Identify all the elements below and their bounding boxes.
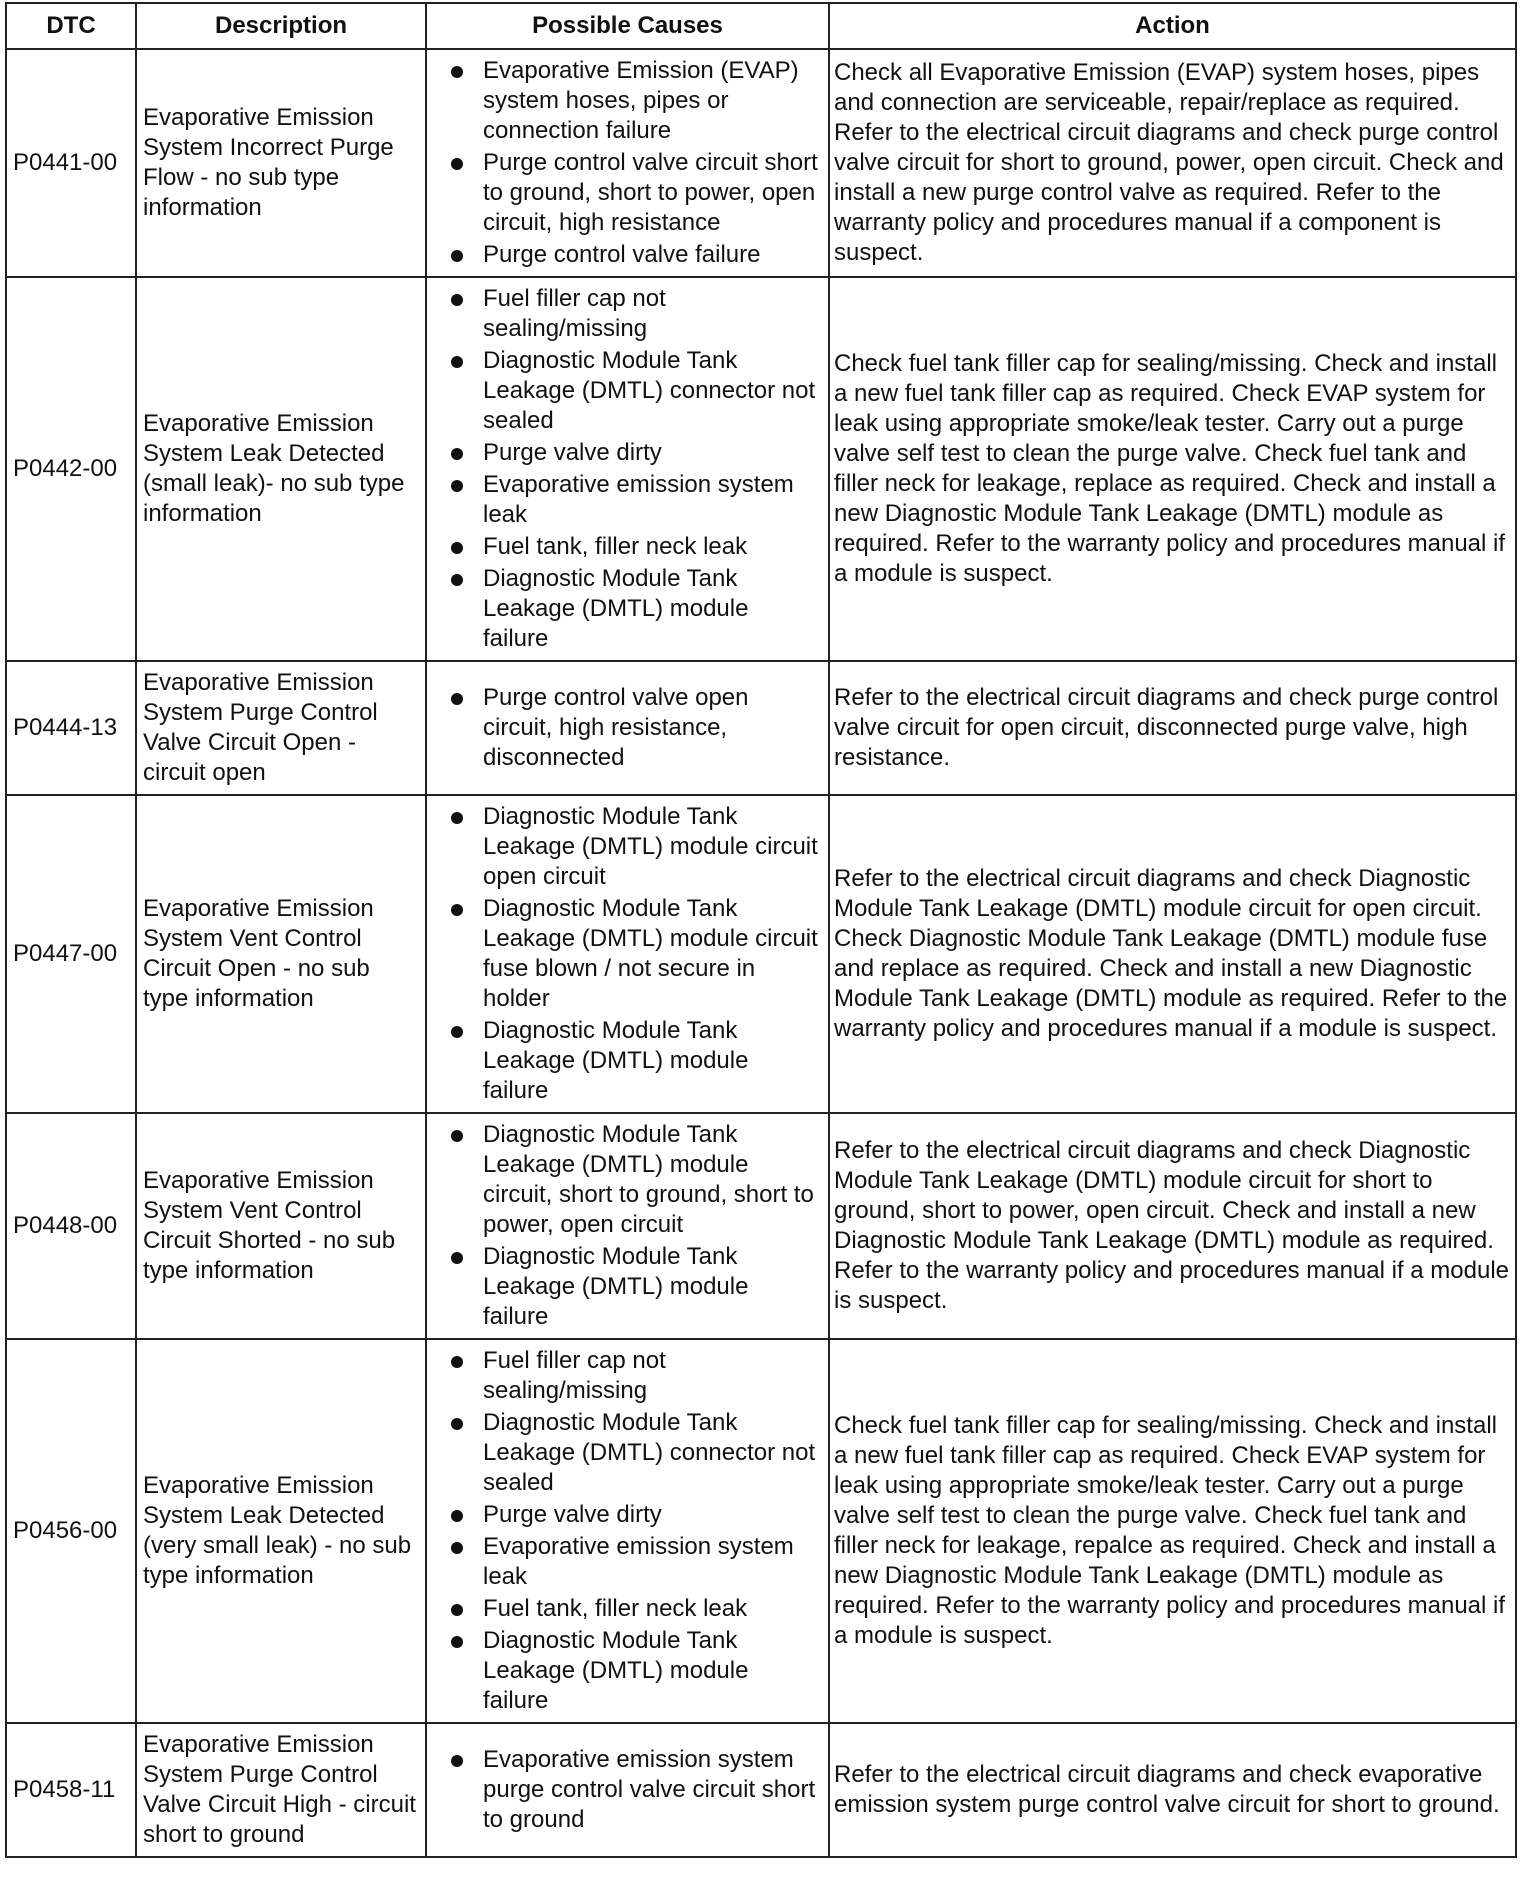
dtc-code: P0442-00 bbox=[6, 277, 136, 661]
dtc-action: Check fuel tank filler cap for sealing/missing. Check and install a new fuel tank filler cap as required. Check EVAP system for leak using appropriate smoke/leak tester. Carry out a purge valve self test to clean the purge valve. Check fuel tank and filler neck for leakage, replace as required. Check and install a new Diagnostic Module Tank Leakage (DMTL) module as required. Refer to the warranty policy and procedures manual if a module is suspect. bbox=[829, 277, 1516, 661]
table-header-row bbox=[6, 3, 1516, 49]
possible-causes-list bbox=[447, 802, 820, 1106]
dtc-action: Refer to the electrical circuit diagrams and check Diagnostic Module Tank Leakage (DMTL) module circuit for short to ground, short to power, open circuit. Check and install a new Diagnostic Module Tank Leakage (DMTL) module as required. Refer to the warranty policy and procedures manual if a module is suspect. bbox=[829, 1113, 1516, 1339]
possible-cause-item: Evaporative emission system leak bbox=[447, 1532, 820, 1592]
possible-causes-cell bbox=[426, 795, 829, 1113]
table-row bbox=[6, 49, 1516, 277]
possible-causes-list bbox=[447, 284, 820, 654]
table-row bbox=[6, 1113, 1516, 1339]
possible-causes-cell bbox=[426, 1113, 829, 1339]
possible-cause-item: Purge control valve open circuit, high resistance, disconnected bbox=[447, 683, 820, 773]
possible-cause-item: Purge valve dirty bbox=[447, 1500, 820, 1530]
possible-causes-list bbox=[447, 56, 820, 270]
possible-cause-item: Diagnostic Module Tank Leakage (DMTL) module failure bbox=[447, 564, 820, 654]
table-row bbox=[6, 1339, 1516, 1723]
possible-causes-cell bbox=[426, 49, 829, 277]
possible-causes-list bbox=[447, 683, 820, 773]
table-row bbox=[6, 661, 1516, 795]
dtc-description: Evaporative Emission System Vent Control Circuit Shorted - no sub type information bbox=[136, 1113, 426, 1339]
possible-cause-item: Evaporative Emission (EVAP) system hoses, pipes or connection failure bbox=[447, 56, 820, 146]
possible-causes-list bbox=[447, 1745, 820, 1835]
possible-causes-cell bbox=[426, 1339, 829, 1723]
possible-causes-list bbox=[447, 1120, 820, 1332]
possible-cause-item: Diagnostic Module Tank Leakage (DMTL) module failure bbox=[447, 1626, 820, 1716]
possible-cause-item: Diagnostic Module Tank Leakage (DMTL) module failure bbox=[447, 1242, 820, 1332]
possible-cause-item: Fuel filler cap not sealing/missing bbox=[447, 1346, 820, 1406]
possible-cause-item: Fuel filler cap not sealing/missing bbox=[447, 284, 820, 344]
dtc-description: Evaporative Emission System Purge Control Valve Circuit Open - circuit open bbox=[136, 661, 426, 795]
table-row bbox=[6, 277, 1516, 661]
possible-cause-item: Diagnostic Module Tank Leakage (DMTL) module circuit open circuit bbox=[447, 802, 820, 892]
dtc-action: Refer to the electrical circuit diagrams and check Diagnostic Module Tank Leakage (DMTL) module circuit for open circuit. Check Diagnostic Module Tank Leakage (DMTL) module fuse and replace as required. Check and install a new Diagnostic Module Tank Leakage (DMTL) module as required. Refer to the warranty policy and procedures manual if a module is suspect. bbox=[829, 795, 1516, 1113]
possible-cause-item: Diagnostic Module Tank Leakage (DMTL) module circuit, short to ground, short to power, open circuit bbox=[447, 1120, 820, 1240]
header-dtc: DTC bbox=[6, 3, 136, 49]
dtc-description: Evaporative Emission System Purge Control Valve Circuit High - circuit short to ground bbox=[136, 1723, 426, 1857]
dtc-code: P0444-13 bbox=[6, 661, 136, 795]
dtc-code: P0458-11 bbox=[6, 1723, 136, 1857]
possible-cause-item: Evaporative emission system leak bbox=[447, 470, 820, 530]
dtc-code: P0448-00 bbox=[6, 1113, 136, 1339]
possible-cause-item: Diagnostic Module Tank Leakage (DMTL) module failure bbox=[447, 1016, 820, 1106]
dtc-table-sheet bbox=[5, 2, 1515, 1858]
dtc-action: Check fuel tank filler cap for sealing/missing. Check and install a new fuel tank filler cap as required. Check EVAP system for leak using appropriate smoke/leak tester. Carry out a purge valve self test to clean the purge valve. Check fuel tank and filler neck for leakage, repalce as required. Check and install a new Diagnostic Module Tank Leakage (DMTL) module as required. Refer to the warranty policy and procedures manual if a module is suspect. bbox=[829, 1339, 1516, 1723]
possible-causes-cell bbox=[426, 661, 829, 795]
table-row bbox=[6, 1723, 1516, 1857]
possible-cause-item: Evaporative emission system purge control valve circuit short to ground bbox=[447, 1745, 820, 1835]
possible-causes-cell bbox=[426, 277, 829, 661]
possible-cause-item: Diagnostic Module Tank Leakage (DMTL) connector not sealed bbox=[447, 1408, 820, 1498]
dtc-description: Evaporative Emission System Leak Detected (small leak)- no sub type information bbox=[136, 277, 426, 661]
possible-cause-item: Fuel tank, filler neck leak bbox=[447, 1594, 820, 1624]
possible-causes-list bbox=[447, 1346, 820, 1716]
dtc-description: Evaporative Emission System Incorrect Purge Flow - no sub type information bbox=[136, 49, 426, 277]
header-action: Action bbox=[829, 3, 1516, 49]
dtc-action: Refer to the electrical circuit diagrams and check purge control valve circuit for open circuit, disconnected purge valve, high resistance. bbox=[829, 661, 1516, 795]
possible-causes-cell bbox=[426, 1723, 829, 1857]
possible-cause-item: Purge control valve circuit short to ground, short to power, open circuit, high resistance bbox=[447, 148, 820, 238]
table-row bbox=[6, 795, 1516, 1113]
possible-cause-item: Purge valve dirty bbox=[447, 438, 820, 468]
dtc-description: Evaporative Emission System Leak Detected (very small leak) - no sub type information bbox=[136, 1339, 426, 1723]
possible-cause-item: Diagnostic Module Tank Leakage (DMTL) connector not sealed bbox=[447, 346, 820, 436]
possible-cause-item: Fuel tank, filler neck leak bbox=[447, 532, 820, 562]
dtc-code: P0441-00 bbox=[6, 49, 136, 277]
possible-cause-item: Purge control valve failure bbox=[447, 240, 820, 270]
header-possible-causes: Possible Causes bbox=[426, 3, 829, 49]
possible-cause-item: Diagnostic Module Tank Leakage (DMTL) module circuit fuse blown / not secure in holder bbox=[447, 894, 820, 1014]
dtc-action: Check all Evaporative Emission (EVAP) system hoses, pipes and connection are serviceable, repair/replace as required. Refer to the electrical circuit diagrams and check purge control valve circuit for short to ground, power, open circuit. Check and install a new purge control valve as required. Refer to the warranty policy and procedures manual if a component is suspect. bbox=[829, 49, 1516, 277]
dtc-code: P0456-00 bbox=[6, 1339, 136, 1723]
dtc-table bbox=[5, 2, 1517, 1858]
dtc-action: Refer to the electrical circuit diagrams and check evaporative emission system purge control valve circuit for short to ground. bbox=[829, 1723, 1516, 1857]
dtc-description: Evaporative Emission System Vent Control Circuit Open - no sub type information bbox=[136, 795, 426, 1113]
dtc-code: P0447-00 bbox=[6, 795, 136, 1113]
header-description: Description bbox=[136, 3, 426, 49]
table-body bbox=[6, 49, 1516, 1857]
